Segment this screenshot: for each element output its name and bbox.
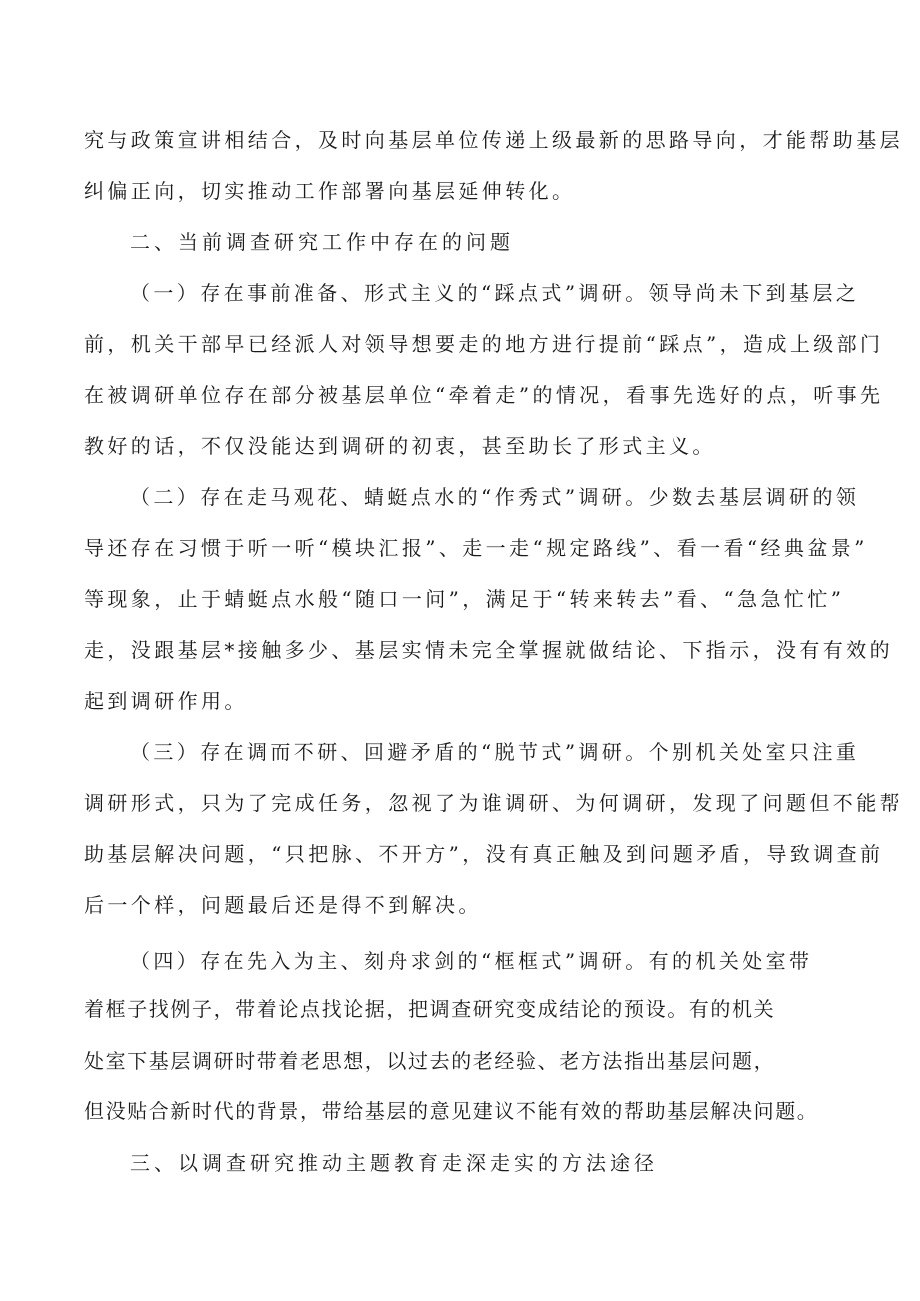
text-line: 等现象，止于蜻蜓点水般“随口一问”，满足于“转来转去”看、“急急忙忙” [84, 587, 845, 611]
text-line: （二）存在走马观花、蜻蜓点水的“作秀式”调研。少数去基层调研的领 [130, 485, 860, 509]
text-line: 走，没跟基层*接触多少、基层实情未完全掌握就做结论、下指示，没有有效的 [84, 638, 893, 662]
text-line: 究与政策宣讲相结合，及时向基层单位传递上级最新的思路导向，才能帮助基层 [84, 128, 903, 152]
text-line: 在被调研单位存在部分被基层单位“牵着走”的情况，看事先选好的点，听事先 [84, 383, 884, 407]
text-line: （四）存在先入为主、刻舟求剑的“框框式”调研。有的机关处室带 [130, 949, 813, 973]
section-heading-2: 二、当前调查研究工作中存在的问题 [130, 230, 514, 254]
text-line: 处室下基层调研时带着老思想，以过去的老经验、老方法指出基层问题， [84, 1049, 776, 1073]
text-line: 导还存在习惯于听一听“模块汇报”、走一走“规定路线”、看一看“经典盆景” [84, 536, 868, 560]
text-line: 后一个样，问题最后还是得不到解决。 [84, 893, 482, 917]
text-line: 起到调研作用。 [84, 689, 248, 713]
text-line: 着框子找例子，带着论点找论据，把调查研究变成结论的预设。有的机关 [84, 997, 776, 1021]
text-line: 纠偏正向，切实推动工作部署向基层延伸转化。 [84, 179, 576, 203]
text-line: （一）存在事前准备、形式主义的“踩点式”调研。领导尚未下到基层之 [130, 281, 860, 305]
text-line: 助基层解决问题，“只把脉、不开方”，没有真正触及到问题矛盾，导致调查前 [84, 842, 884, 866]
section-heading-3: 三、以调查研究推动主题教育走深走实的方法途径 [130, 1151, 658, 1175]
text-line: 但没贴合新时代的背景，带给基层的意见建议不能有效的帮助基层解决问题。 [84, 1099, 819, 1123]
text-line: 教好的话，不仅没能达到调研的初衷，甚至助长了形式主义。 [84, 434, 716, 458]
text-line: 调研形式，只为了完成任务，忽视了为谁调研、为何调研，发现了问题但不能帮 [84, 791, 903, 815]
text-line: （三）存在调而不研、回避矛盾的“脱节式”调研。个别机关处室只注重 [130, 740, 860, 764]
text-line: 前，机关干部早已经派人对领导想要走的地方进行提前“踩点”，造成上级部门 [84, 332, 884, 356]
